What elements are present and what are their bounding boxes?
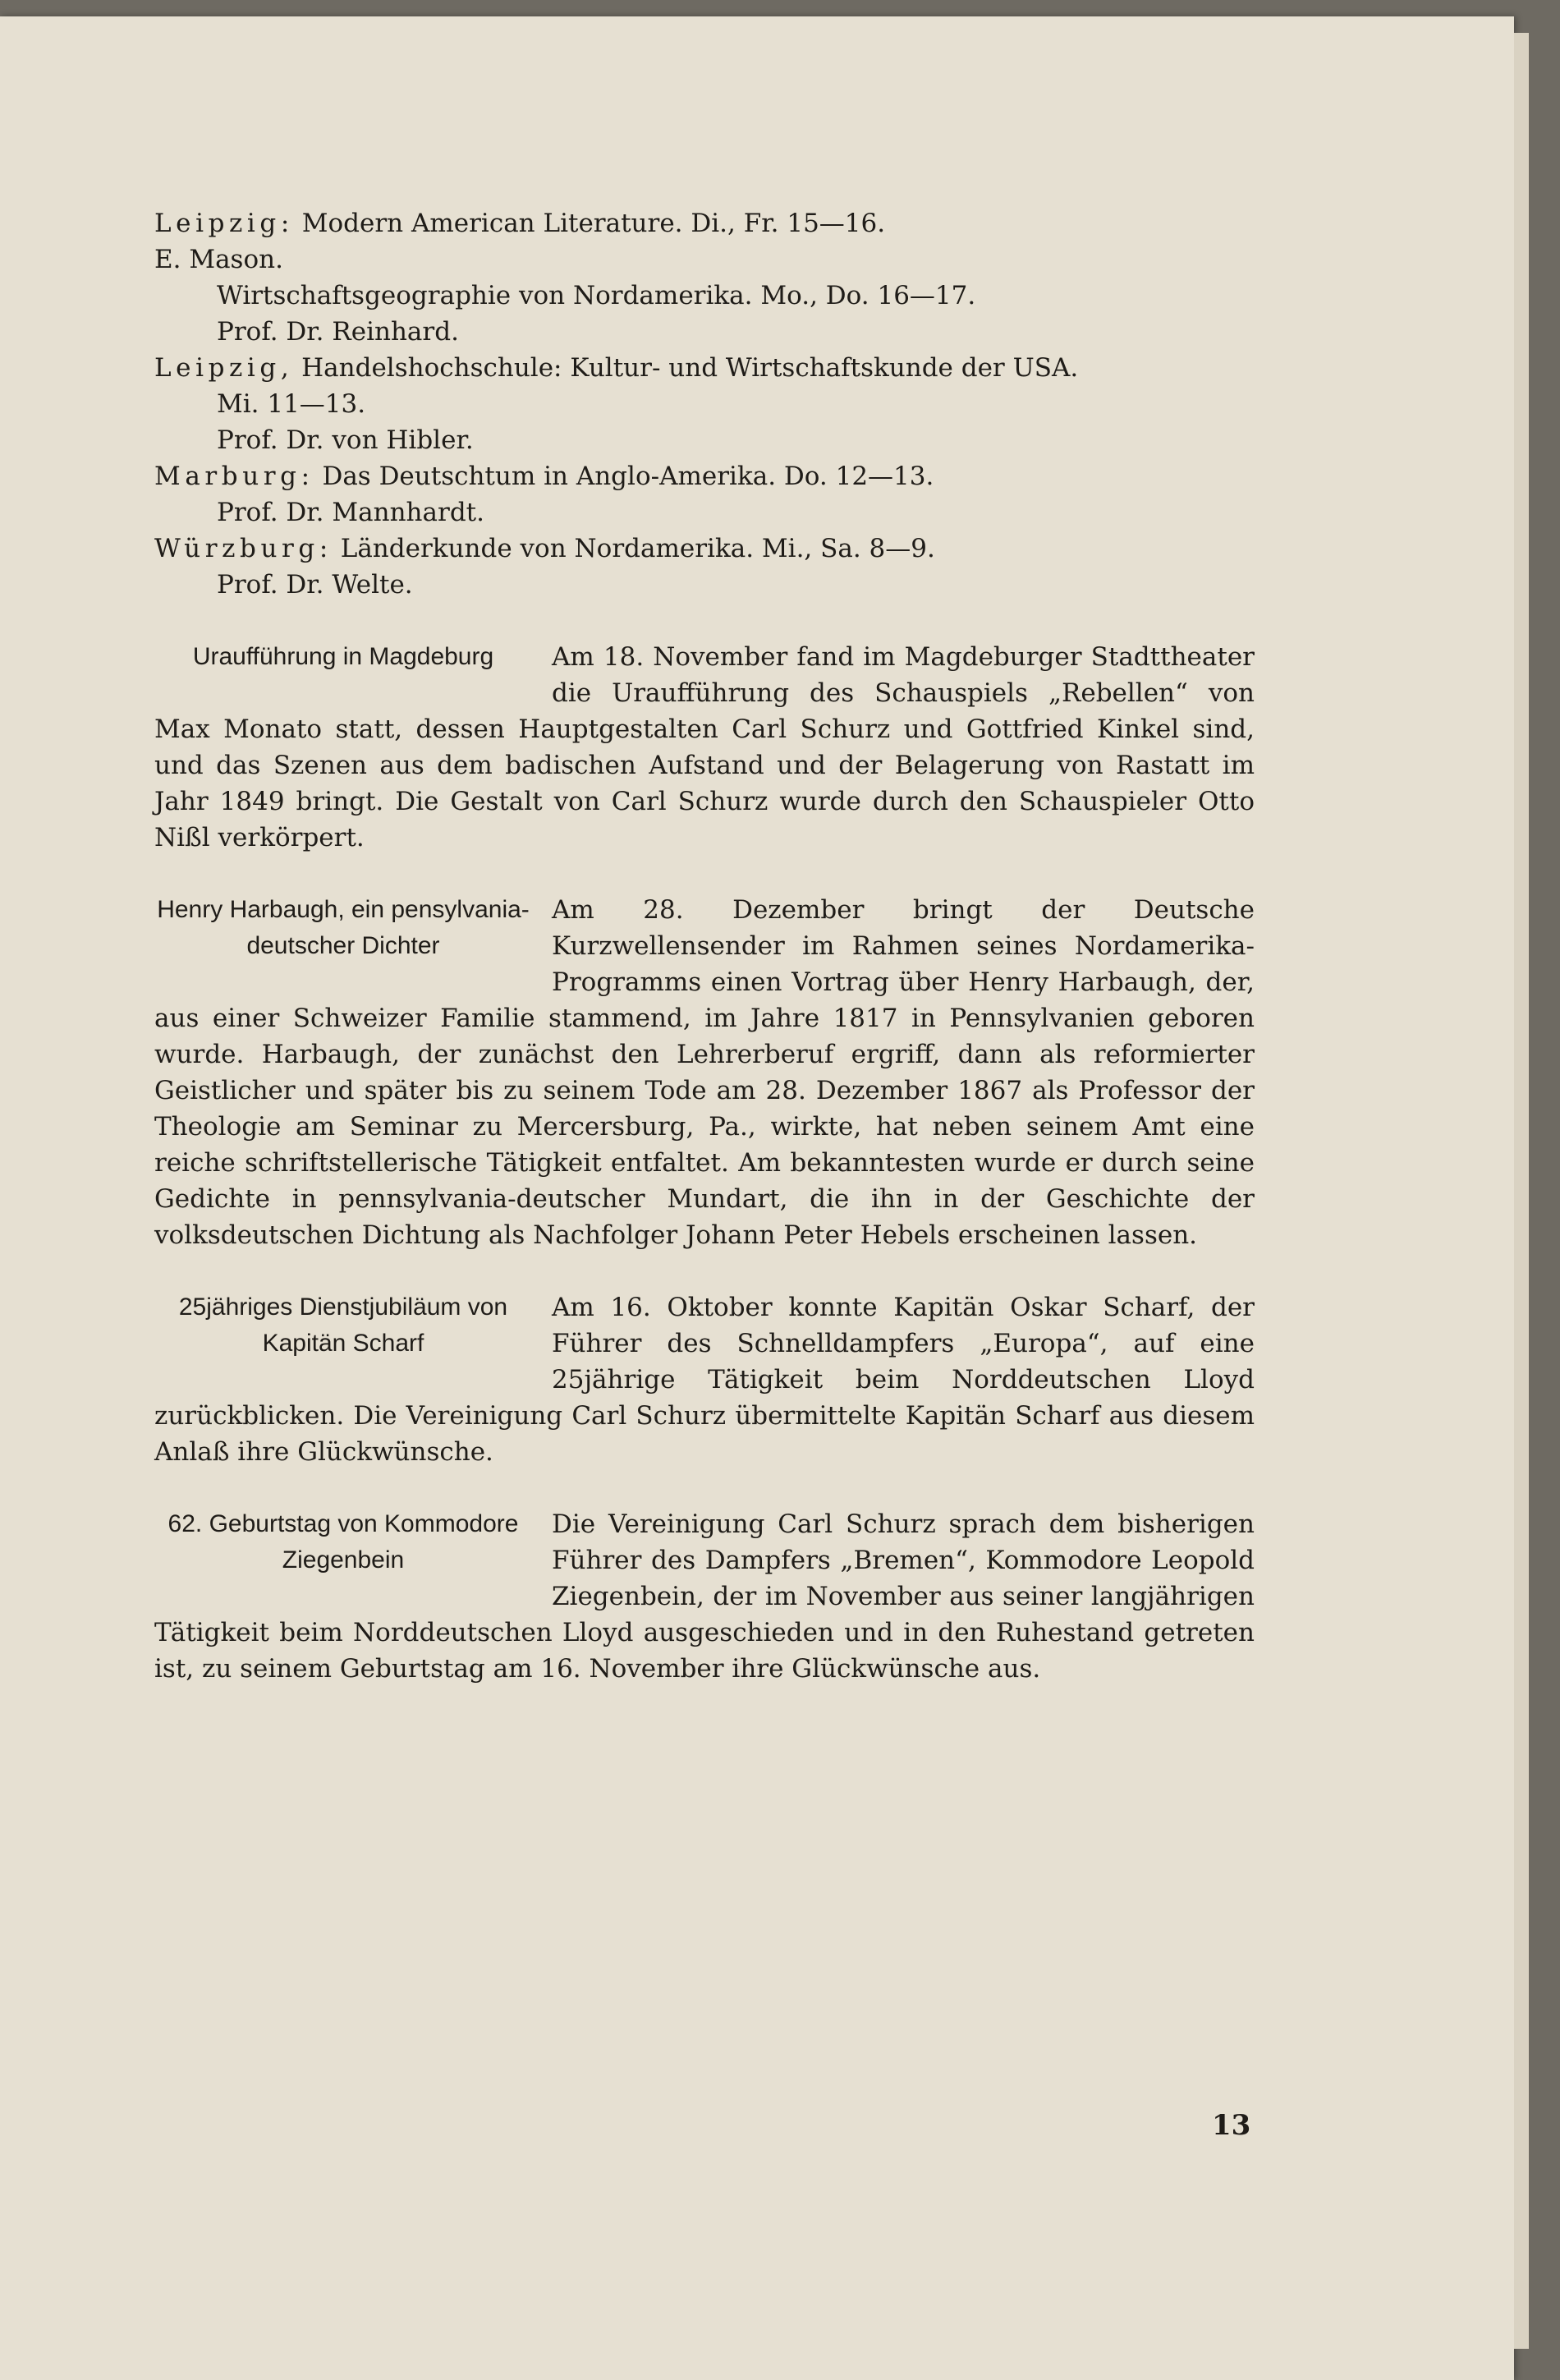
news-side-heading: 25jähriges Dienstjubiläum von Kapitän Scharf	[178, 1293, 508, 1357]
course-place: Leipzig,	[154, 353, 294, 383]
course-entry	[154, 205, 1255, 278]
course-lecturer: E. Mason.	[154, 245, 283, 274]
course-entry	[154, 350, 1255, 458]
course-lecturer: Prof. Dr. Reinhard.	[217, 317, 459, 347]
news-side-heading: 62. Geburtstag von Kommodore Ziegenbein	[167, 1510, 519, 1574]
course-place: Marburg:	[154, 462, 314, 491]
news-text: Am 16. Oktober konnte Kapitän Oskar Scharf, der Führer des Schnelldampfers „Europa“, auf eine 25jährige Tätigkeit beim Norddeutschen Lloyd zurückblicken. Die Vereinigung Carl Schurz übermittelte Kapitän Scharf aus diesem Anlaß ihre Glückwünsche.	[154, 1293, 1255, 1467]
course-title: Das Deutschtum in Anglo-Amerika. Do. 12—13.	[322, 462, 934, 491]
course-place: Leipzig:	[154, 209, 294, 238]
news-side-heading: Henry Harbaugh, ein pensylvania-deutscher Dichter	[157, 896, 530, 959]
news-item	[154, 639, 1255, 856]
course-lecturer: Prof. Dr. von Hibler.	[217, 425, 474, 455]
course-place: Würzburg:	[154, 534, 333, 563]
page-content	[154, 205, 1255, 1687]
course-title: Länderkunde von Nordamerika. Mi., Sa. 8—9.	[340, 534, 935, 563]
course-title: Wirtschaftsgeographie von Nordamerika. Mo., Do. 16—17.	[217, 281, 976, 310]
news-item	[154, 892, 1255, 1253]
course-title: Modern American Literature. Di., Fr. 15—16.	[301, 209, 886, 238]
course-time: Mi. 11—13.	[217, 389, 366, 419]
news-item	[154, 1506, 1255, 1687]
course-title: Handelshochschule: Kultur- und Wirtschaftskunde der USA.	[301, 353, 1079, 383]
page-number: 13	[1212, 2109, 1251, 2142]
course-entry	[154, 531, 1255, 603]
news-item	[154, 1289, 1255, 1470]
course-lecturer: Prof. Dr. Welte.	[217, 570, 413, 600]
news-text: Die Vereinigung Carl Schurz sprach dem bisherigen Führer des Dampfers „Bremen“, Kommodore Leopold Ziegenbein, der im November aus seiner langjährigen Tätigkeit beim Norddeutschen Lloyd ausgeschieden und in den Ruhestand getreten ist, zu seinem Geburtstag am 16. November ihre Glückwünsche aus.	[154, 1509, 1255, 1684]
news-text: Am 28. Dezember bringt der Deutsche Kurzwellensender im Rahmen seines Nordamerika-Programms einen Vortrag über Henry Harbaugh, der, aus einer Schweizer Familie stammend, im Jahre 1817 in Pennsylvanien geboren wurde. Harbaugh, der zunächst den Lehrerberuf ergriff, dann als reformierter Geistlicher und später bis zu seinem Tode am 28. Dezember 1867 als Professor der Theologie am Seminar zu Mercersburg, Pa., wirkte, hat neben seinem Amt eine reiche schriftstellerische Tätigkeit entfaltet. Am bekanntesten wurde er durch seine Gedichte in pennsylvania-deutscher Mundart, die ihn in der Geschichte der volksdeutschen Dichtung als Nachfolger Johann Peter Hebels erscheinen lassen.	[154, 895, 1255, 1250]
course-entry	[154, 458, 1255, 531]
course-lecturer: Prof. Dr. Mannhardt.	[217, 498, 484, 527]
news-text: Am 18. November fand im Magdeburger Stadttheater die Uraufführung des Schauspiels „Rebellen“ von Max Monato statt, dessen Hauptgestalten Carl Schurz und Gottfried Kinkel sind, und das Szenen aus dem badischen Aufstand und der Belagerung von Rastatt im Jahr 1849 bringt. Die Gestalt von Carl Schurz wurde durch den Schauspieler Otto Nißl verkörpert.	[154, 642, 1255, 852]
course-entry	[154, 278, 1255, 350]
news-side-heading: Uraufführung in Magdeburg	[192, 643, 494, 670]
page-edge	[1514, 33, 1529, 2349]
